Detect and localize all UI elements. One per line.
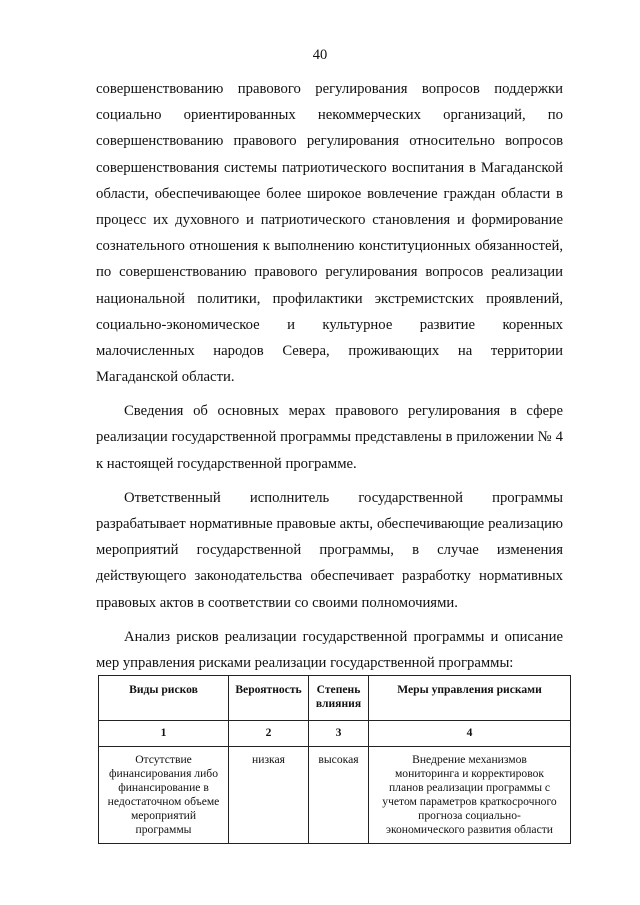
header-risk-measures: Меры управления рисками: [369, 676, 571, 721]
text-line: мер управления рисками реализации государственной программы:: [96, 654, 514, 671]
text-line: Магаданской области.: [96, 369, 235, 386]
page-number: 40: [312, 47, 328, 63]
text-line: Сведения об основных мерах правового регулирования в сфере: [124, 403, 563, 420]
column-number: 3: [309, 721, 369, 747]
risk-cell: Отсутствие финансирования либо финансирование в недостаточном объеме мероприятий программы: [99, 747, 229, 844]
header-probability: Вероятность: [229, 676, 309, 721]
text-line: малочисленных народов Севера, проживающих на территории: [96, 342, 563, 359]
text-line: мероприятий государственной программы, в случае изменения: [96, 542, 563, 559]
text-line: социально-экономическое и культурное развитие коренных: [96, 316, 563, 333]
text-line: к настоящей государственной программе.: [96, 455, 357, 472]
column-number: 2: [229, 721, 309, 747]
text-line: разрабатывает нормативные правовые акты, обеспечивающие реализацию: [96, 516, 563, 532]
risk-table-header-row: [99, 676, 571, 721]
paragraph-legal-regulation: [96, 76, 563, 676]
text-line: области, обеспечивающее более широкое вовлечение граждан области в: [96, 185, 563, 202]
text-line: сознательного отношения к выполнению конституционных обязанностей,: [96, 238, 563, 255]
text-line: национальной политики, профилактики экстремистских проявлений,: [96, 290, 563, 307]
text-line: совершенствования системы патриотического воспитания в Магаданской: [96, 159, 563, 176]
text-line: по совершенствованию правового регулирования вопросов реализации: [96, 264, 563, 281]
text-line: совершенствованию правового регулирования относительно вопросов: [96, 133, 563, 150]
text-line: социально ориентированных некоммерческих организаций, по: [96, 107, 563, 124]
column-number-row: [99, 721, 571, 747]
text-line: реализации государственной программы представлены в приложении № 4: [96, 429, 563, 446]
text-line: Ответственный исполнитель государственной программы: [124, 489, 563, 506]
header-impact: Степень влияния: [309, 676, 369, 721]
measures-cell: Внедрение механизмов мониторинга и корректировок планов реализации программы с учетом параметров краткосрочного прогноза социально-экономического развития области: [369, 747, 571, 844]
text-line: действующего законодательства обеспечивает разработку нормативных: [96, 568, 563, 585]
column-number: 1: [99, 721, 229, 747]
table-row: [99, 747, 571, 844]
text-line: Анализ рисков реализации государственной программы и описание: [124, 628, 563, 645]
risk-table: [98, 675, 571, 844]
text-line: совершенствованию правового регулирования вопросов поддержки: [96, 81, 563, 97]
header-risk-types: Виды рисков: [99, 676, 229, 721]
text-line: правовых актов в соответствии со своими полномочиями.: [96, 594, 458, 611]
column-number: 4: [369, 721, 571, 747]
probability-cell: низкая: [229, 747, 309, 844]
impact-cell: высокая: [309, 747, 369, 844]
text-line: процесс их духовного и патриотического становления и формирование: [96, 211, 563, 228]
